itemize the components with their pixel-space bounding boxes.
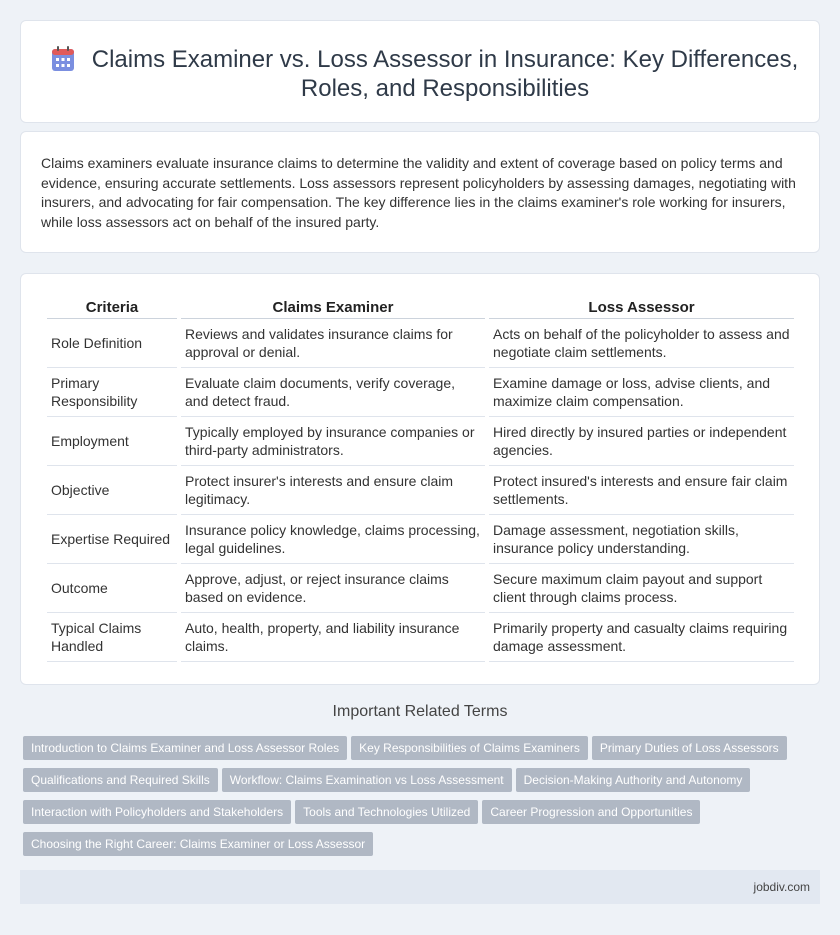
table-row — [47, 319, 794, 368]
related-term-tag[interactable]: Decision-Making Authority and Autonomy — [516, 768, 751, 792]
criteria-cell: Employment — [47, 417, 177, 466]
table-row — [47, 417, 794, 466]
claims-examiner-cell: Reviews and validates insurance claims for approval or denial. — [181, 319, 485, 368]
table-row — [47, 564, 794, 613]
claims-examiner-cell: Auto, health, property, and liability insurance claims. — [181, 613, 485, 662]
claims-examiner-cell: Insurance policy knowledge, claims processing, legal guidelines. — [181, 515, 485, 564]
comparison-card — [20, 273, 820, 685]
criteria-cell: Expertise Required — [47, 515, 177, 564]
calendar-icon — [51, 46, 75, 72]
related-terms-list — [23, 736, 813, 864]
title-card — [20, 20, 820, 123]
page-title: Claims Examiner vs. Loss Assessor in Insurance: Key Differences, Roles, and Responsibilities — [91, 46, 799, 102]
related-term-tag[interactable]: Choosing the Right Career: Claims Examiner or Loss Assessor — [23, 832, 373, 856]
related-term-tag[interactable]: Primary Duties of Loss Assessors — [592, 736, 787, 760]
footer-site-link[interactable]: jobdiv.com — [753, 880, 810, 894]
table-header-row — [47, 296, 794, 319]
claims-examiner-cell: Approve, adjust, or reject insurance claims based on evidence. — [181, 564, 485, 613]
intro-paragraph: Claims examiners evaluate insurance claims to determine the validity and extent of coverage based on policy terms and evidence, ensuring accurate settlements. Loss assessors represent policyholders by assessing damages, negotiating with insurers, and advocating for fair compensation. The key difference lies in the claims examiner's role working for insurers, while loss assessors act on behalf of the insured party. — [41, 155, 796, 230]
criteria-cell: Role Definition — [47, 319, 177, 368]
loss-assessor-cell: Primarily property and casualty claims requiring damage assessment. — [489, 613, 794, 662]
related-term-tag[interactable]: Workflow: Claims Examination vs Loss Assessment — [222, 768, 512, 792]
claims-examiner-cell: Evaluate claim documents, verify coverage, and detect fraud. — [181, 368, 485, 417]
intro-card — [20, 131, 820, 253]
table-row — [47, 368, 794, 417]
header-claims-examiner: Claims Examiner — [181, 296, 485, 319]
loss-assessor-cell: Hired directly by insured parties or independent agencies. — [489, 417, 794, 466]
related-term-tag[interactable]: Tools and Technologies Utilized — [295, 800, 478, 824]
claims-examiner-cell: Typically employed by insurance companies or third-party administrators. — [181, 417, 485, 466]
header-criteria: Criteria — [47, 296, 177, 319]
criteria-cell: Objective — [47, 466, 177, 515]
table-row — [47, 466, 794, 515]
loss-assessor-cell: Protect insured's interests and ensure fair claim settlements. — [489, 466, 794, 515]
related-term-tag[interactable]: Key Responsibilities of Claims Examiners — [351, 736, 588, 760]
related-term-tag[interactable]: Qualifications and Required Skills — [23, 768, 218, 792]
loss-assessor-cell: Secure maximum claim payout and support client through claims process. — [489, 564, 794, 613]
related-terms-heading: Important Related Terms — [332, 703, 508, 720]
related-term-tag[interactable]: Career Progression and Opportunities — [482, 800, 700, 824]
criteria-cell: Outcome — [47, 564, 177, 613]
loss-assessor-cell: Examine damage or loss, advise clients, and maximize claim compensation. — [489, 368, 794, 417]
table-row — [47, 515, 794, 564]
loss-assessor-cell: Acts on behalf of the policyholder to assess and negotiate claim settlements. — [489, 319, 794, 368]
criteria-cell: Typical Claims Handled — [47, 613, 177, 662]
loss-assessor-cell: Damage assessment, negotiation skills, insurance policy understanding. — [489, 515, 794, 564]
claims-examiner-cell: Protect insurer's interests and ensure claim legitimacy. — [181, 466, 485, 515]
related-term-tag[interactable]: Interaction with Policyholders and Stakeholders — [23, 800, 291, 824]
footer — [20, 870, 820, 904]
header-loss-assessor: Loss Assessor — [489, 296, 794, 319]
comparison-table — [43, 296, 798, 662]
related-term-tag[interactable]: Introduction to Claims Examiner and Loss Assessor Roles — [23, 736, 347, 760]
criteria-cell: Primary Responsibility — [47, 368, 177, 417]
table-row — [47, 613, 794, 662]
